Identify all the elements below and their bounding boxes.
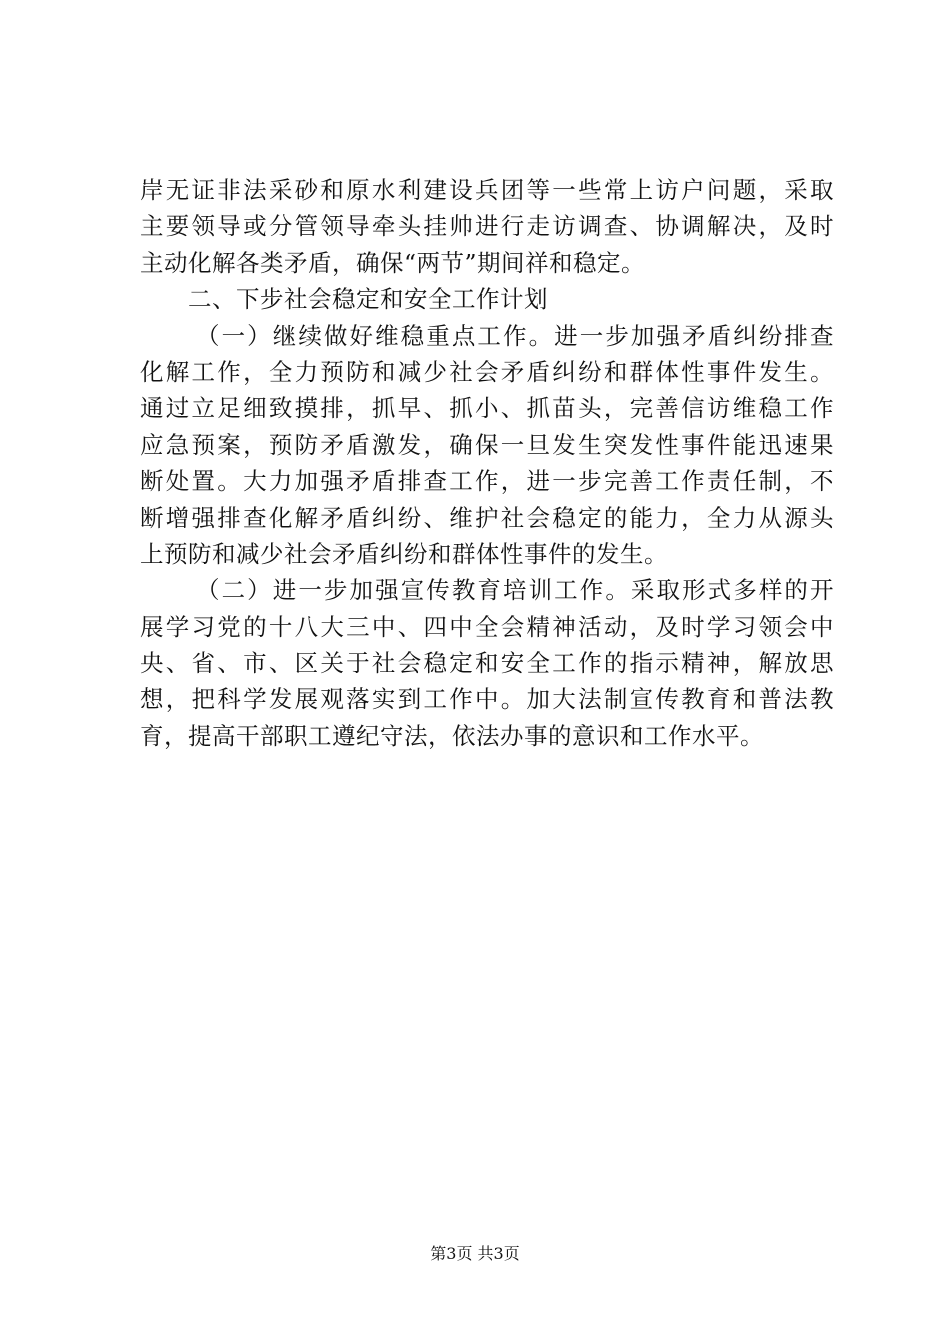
page-indicator: 第3页 共3页 — [430, 1244, 520, 1263]
text-line: 主要领导或分管领导牵头挂帅进行走访调查、协调解决，及时 — [140, 212, 834, 241]
text-line: 央、省、市、区关于社会稳定和安全工作的指示精神，解放思 — [140, 649, 834, 678]
text-line: 主动化解各类矛盾，确保“两节”期间祥和稳定。 — [140, 248, 646, 277]
text-line: 想，把科学发展观落实到工作中。加大法制宣传教育和普法教 — [140, 685, 834, 714]
text-line: 断增强排查化解矛盾纠纷、维护社会稳定的能力，全力从源头 — [140, 503, 834, 532]
paragraph-item-1 — [140, 318, 834, 573]
text-line: 化解工作，全力预防和减少社会矛盾纠纷和群体性事件发生。 — [140, 357, 834, 386]
text-line: 应急预案，预防矛盾激发，确保一旦发生突发性事件能迅速果 — [140, 430, 834, 459]
text-line: 岸无证非法采砂和原水利建设兵团等一些常上访户问题，采取 — [140, 176, 834, 204]
text-line: 展学习党的十八大三中、四中全会精神活动，及时学习领会中 — [140, 612, 834, 641]
text-line: 上预防和减少社会矛盾纠纷和群体性事件的发生。 — [140, 539, 668, 568]
text-line: 断处置。大力加强矛盾排查工作，进一步完善工作责任制，不 — [140, 467, 834, 496]
text-line: （二）进一步加强宣传教育培训工作。采取形式多样的开 — [196, 576, 834, 605]
page-footer — [0, 1244, 950, 1264]
paragraph-item-2 — [140, 572, 834, 754]
section-heading: 二、下步社会稳定和安全工作计划 — [188, 285, 548, 314]
document-body — [140, 172, 834, 754]
continued-paragraph — [140, 172, 834, 281]
text-line: 育，提高干部职工遵纪守法，依法办事的意识和工作水平。 — [140, 721, 764, 750]
text-line: 通过立足细致摸排，抓早、抓小、抓苗头，完善信访维稳工作 — [140, 394, 834, 423]
text-line: （一）继续做好维稳重点工作。进一步加强矛盾纠纷排查 — [196, 321, 834, 350]
